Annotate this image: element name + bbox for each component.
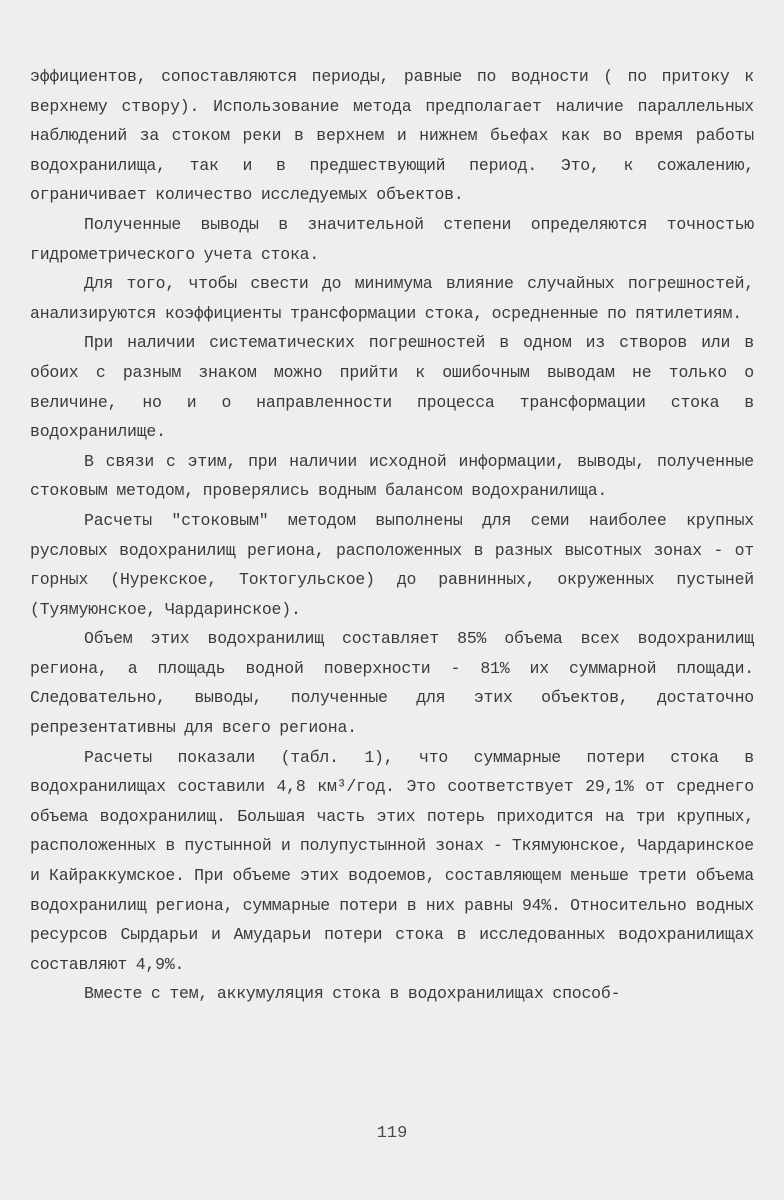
paragraph-9: Вместе с тем, аккумуляция стока в водохранилищах способ- — [84, 984, 621, 1004]
paragraph-7: Объем этих водохранилищ составляет 85% объема всех водохранилищ региона, а площадь водной поверхности - 81% их суммарной площади. Следовательно, выводы, полученные для этих объектов, достаточно репрезентативны для всего региона. — [30, 629, 754, 738]
paragraph-1: эффициентов, сопоставляются периоды, равные по водности ( по притоку к верхнему створу). Использование метода предполагает наличие параллельных наблюдений за стоком реки в верхнем и нижнем бьефах как во время работы водохранилища, так и в предшествующий период. Это, к сожалению, ограничивает количество исследуемых объектов. — [30, 67, 754, 205]
paragraph-8: Расчеты показали (табл. 1), что суммарные потери стока в водохранилищах составили 4,8 км³/год. Это соответствует 29,1% от среднего объема водохранилищ. Большая часть этих потерь приходится на три крупных, расположенных в пустынной и полупустынной зонах - Ткямуюнское, Чардаринское и Кайраккумское. При объеме этих водоемов, составляющем меньше трети объема водохранилищ региона, суммарные потери в них равны 94%. Относительно водных ресурсов Сырдарьи и Амударьи потери стока в исследованных водохранилищах составляют 4,9%. — [30, 747, 754, 974]
paragraph-4: При наличии систематических погрешностей в одном из створов или в обоих с разным знаком можно прийти к ошибочным выводам не только о величине, но и о направленности процесса трансформации стока в водохранилище. — [30, 333, 754, 442]
paragraph-6: Расчеты "стоковым" методом выполнены для семи наиболее крупных русловых водохранилищ региона, расположенных в разных высотных зонах - от горных (Нурекское, Токтогульское) до равнинных, окруженных пустыней (Туямуюнское, Чардаринское). — [30, 510, 754, 619]
paragraph-2: Полученные выводы в значительной степени определяются точностью гидрометрического учета стока. — [30, 214, 754, 264]
page-number: 119 — [376, 1124, 408, 1143]
paragraph-3: Для того, чтобы свести до минимума влияние случайных погрешностей, анализируются коэффициенты трансформации стока, осредненные по пятилетиям. — [30, 274, 754, 323]
paragraph-5: В связи с этим, при наличии исходной информации, выводы, полученные стоковым методом, проверялись водным балансом водохранилища. — [30, 451, 754, 501]
